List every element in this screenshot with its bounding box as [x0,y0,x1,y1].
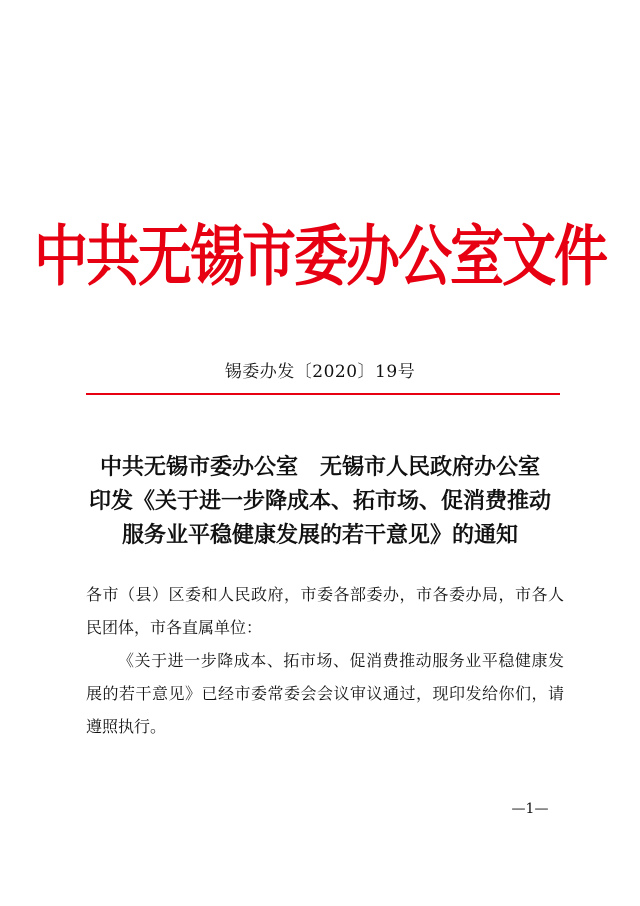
red-divider-line [86,393,560,395]
document-body [86,578,564,743]
masthead-title: 中共无锡市委办公室文件 [34,217,606,295]
title-line-2: 印发《关于进一步降成本、拓市场、促消费推动 [88,488,551,514]
document-number: 锡委办发〔2020〕19号 [224,362,416,382]
title-line-1: 中共无锡市委办公室 无锡市人民政府办公室 [99,454,540,480]
title-line-3: 服务业平稳健康发展的若干意见》的通知 [121,522,518,548]
addressee-text: 各市（县）区委和人民政府，市委各部委办，市各委办局，市各人民团体，市各直属单位： [86,585,564,637]
page-number: —1— [511,801,549,817]
body-paragraph: 《关于进一步降成本、拓市场、促消费推动服务业平稳健康发展的若干意见》已经市委常委会会议审议通过，现印发给你们，请遵照执行。 [86,651,564,736]
document-title [60,450,580,552]
